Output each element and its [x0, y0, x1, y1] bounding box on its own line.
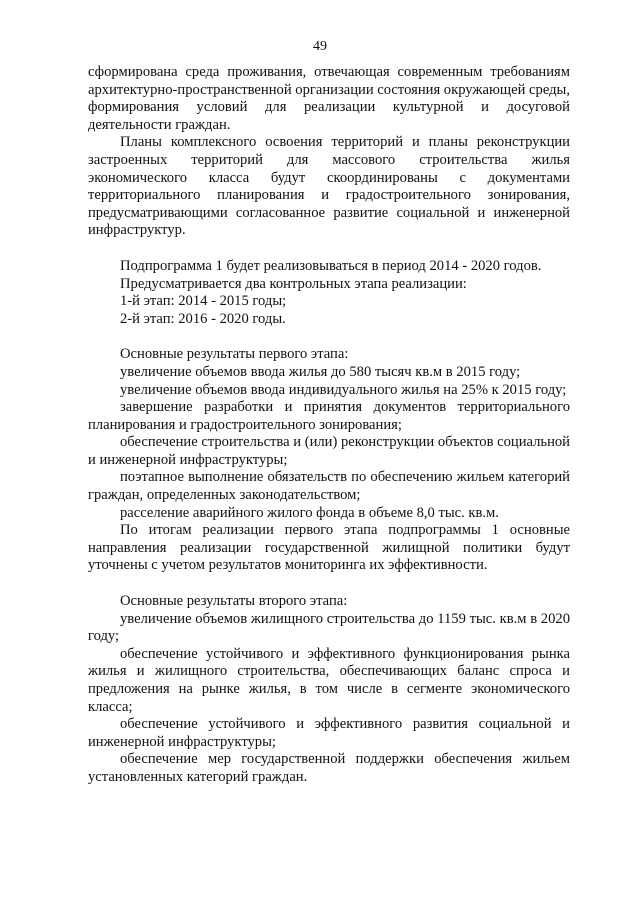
list-item: увеличение объемов жилищного строительства до 1159 тыс. кв.м в 2020 году;: [88, 610, 570, 645]
list-item: увеличение объемов ввода жилья до 580 тысяч кв.м в 2015 году;: [120, 363, 521, 380]
list-item: обеспечение устойчивого и эффективного развития социальной и инженерной инфраструктуры;: [88, 716, 570, 750]
paragraph: 2-й этап: 2016 - 2020 годы.: [120, 310, 286, 327]
paragraph: Предусматривается два контрольных этапа реализации:: [120, 275, 467, 292]
list-item: завершение разработки и принятия документов территориального планирования и градостроительного зонирования;: [88, 399, 570, 433]
paragraph: Планы комплексного освоения территорий и планы реконструкции застроенных территорий для массового строительства жилья экономического класса будут скоординированы с документами территориального планирования и градостроительного зонирования, предусматривающими согласованное развитие социальной и инженерной инфраструктур.: [88, 134, 570, 239]
spacer: [88, 240, 570, 258]
list-item: обеспечение мер государственной поддержки обеспечения жильем установленных категорий граждан.: [88, 751, 570, 785]
list-item: поэтапное выполнение обязательств по обеспечению жильем категорий граждан, определенных законодательством;: [88, 469, 570, 504]
list-item: обеспечение строительства и (или) реконструкции объектов социальной и инженерной инфраструктуры;: [88, 434, 570, 468]
list-item: обеспечение устойчивого и эффективного функционирования рынка жилья и жилищного строительства, обеспечивающих баланс спроса и предложения на рынке жилья, в том числе в сегменте экономического класса;: [88, 645, 570, 715]
section-heading: Основные результаты первого этапа:: [120, 346, 349, 363]
list-item: увеличение объемов ввода индивидуального жилья на 25% к 2015 году;: [120, 381, 567, 398]
section-heading: Основные результаты второго этапа:: [120, 593, 348, 610]
spacer: [88, 575, 570, 593]
paragraph: сформирована среда проживания, отвечающая современным требованиям архитектурно-пространственной организации состояния окружающей среды, формирования условий для реализации культурной и досуговой деятельности граждан.: [88, 64, 570, 133]
list-item: расселение аварийного жилого фонда в объеме 8,0 тыс. кв.м.: [120, 504, 499, 521]
spacer: [88, 328, 570, 346]
paragraph: Подпрограмма 1 будет реализовываться в период 2014 - 2020 годов.: [120, 257, 542, 274]
page-number: 49: [313, 39, 327, 54]
page-body: [88, 64, 570, 787]
paragraph: 1-й этап: 2014 - 2015 годы;: [120, 293, 287, 310]
paragraph: По итогам реализации первого этапа подпрограммы 1 основные направления реализации государственной жилищной политики будут уточнены с учетом результатов мониторинга их эффективности.: [88, 522, 570, 574]
